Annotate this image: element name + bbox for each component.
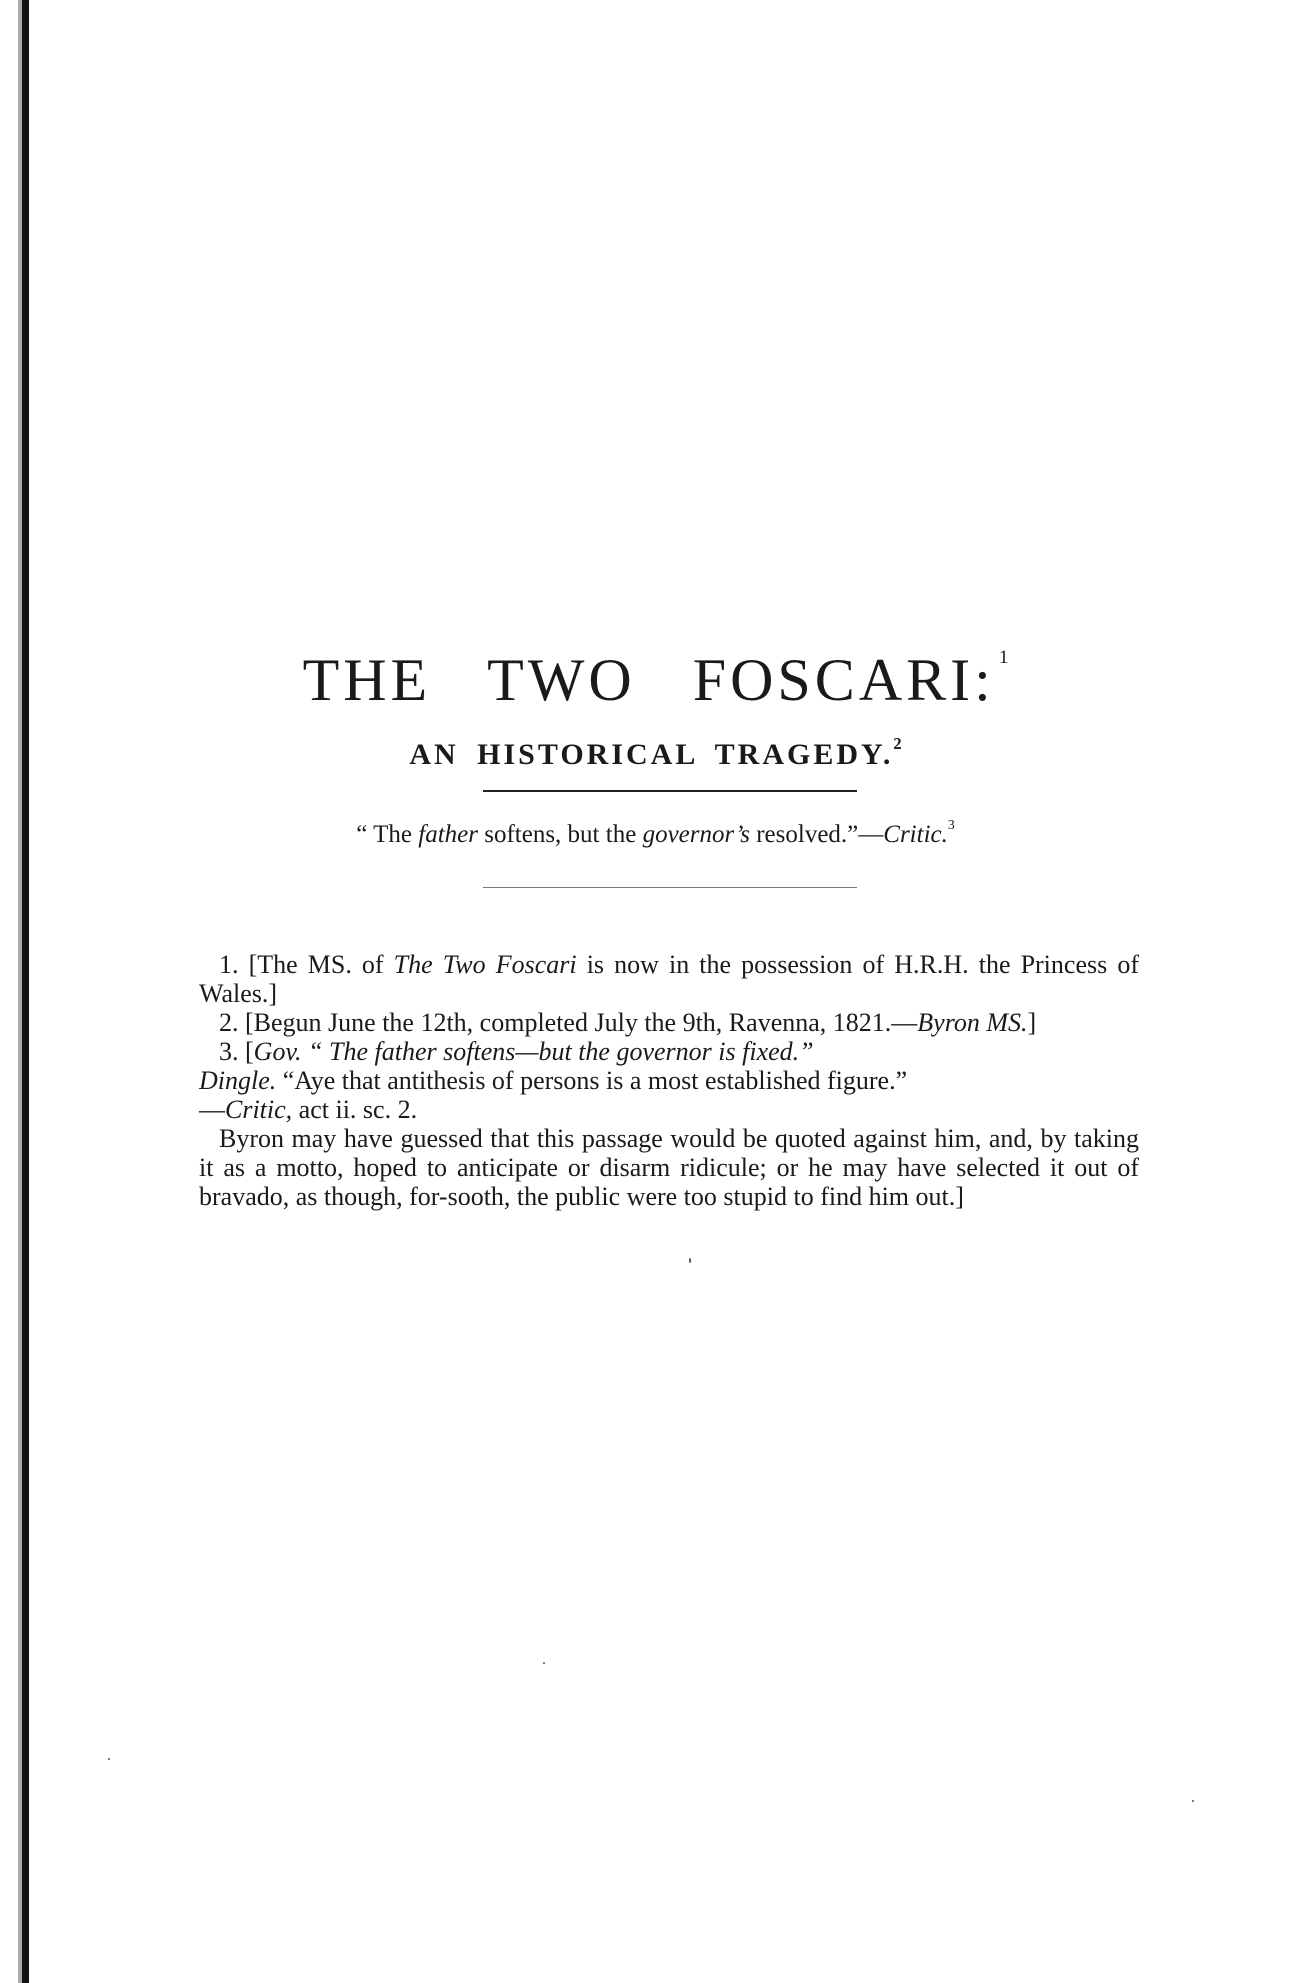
paper-speck — [689, 1258, 691, 1263]
footnote-3 — [199, 1037, 1139, 1124]
footnote-3-speaker-gov: Gov. — [253, 1037, 302, 1066]
footnote-2-number: 2. — [219, 1008, 239, 1037]
footnote-3-source: Critic, — [225, 1095, 293, 1124]
footnote-3-number: 3. — [219, 1037, 239, 1066]
footnote-1 — [199, 950, 1139, 1008]
footnote-1-pre: [The MS. of — [238, 950, 394, 979]
footnote-2-source: Byron MS. — [917, 1008, 1028, 1037]
paper-speck — [543, 1662, 545, 1664]
footnote-1-post: is now in the possession of H.R.H. the Princess of Wales.] — [199, 950, 1139, 1008]
footnote-3-quote-gov: “ The father softens—but the governor is fixed.” — [301, 1037, 814, 1066]
footnote-3-act: act ii. sc. 2. — [292, 1095, 418, 1124]
footnote-2-close: ] — [1027, 1008, 1037, 1037]
divider-rule-top — [483, 790, 857, 792]
footnote-1-number: 1. — [219, 950, 239, 979]
epigraph-footnote-mark: 3 — [947, 817, 955, 832]
divider-rule-bottom — [483, 887, 857, 888]
paper-speck — [1192, 1800, 1194, 1802]
epigraph — [0, 817, 1311, 850]
epigraph-governor: governor’s — [642, 821, 750, 848]
footnote-2 — [199, 1008, 1139, 1037]
footnote-3-quote-dingle: “Aye that antithesis of persons is a most established figure.” — [276, 1066, 908, 1095]
subtitle-text: AN HISTORICAL TRAGEDY. — [409, 737, 894, 771]
footnotes — [199, 950, 1139, 1211]
footnote-2-text: [Begun June the 12th, completed July the 9th, Ravenna, 1821.— — [238, 1008, 918, 1037]
footnote-3-open: [ — [238, 1037, 254, 1066]
epigraph-mid: softens, but the — [477, 821, 643, 848]
page-title — [0, 647, 1311, 714]
subtitle-footnote-mark: 2 — [893, 733, 902, 753]
page-gutter-edge — [22, 0, 29, 1983]
footnote-3-comment: Byron may have guessed that this passage would be quoted against him, and, by taking it as a motto, hoped to anticipate or disarm ridicule; or he may have selected it out of bravado, as though, for-sooth, the public were too stupid to find him out.] — [199, 1124, 1139, 1211]
title-footnote-mark: 1 — [998, 647, 1009, 669]
epigraph-open: “ The — [356, 821, 419, 848]
epigraph-source: Critic. — [883, 821, 948, 848]
footnote-1-work-title: The Two Foscari — [393, 950, 577, 979]
epigraph-father: father — [418, 821, 478, 848]
epigraph-end: resolved.”— — [749, 821, 884, 848]
title-text: THE TWO FOSCARI: — [302, 647, 995, 714]
paper-speck — [108, 1758, 110, 1760]
footnote-3-speaker-dingle: Dingle. — [199, 1066, 277, 1095]
footnote-3-dash: — — [199, 1095, 225, 1124]
page-subtitle — [0, 733, 1311, 771]
